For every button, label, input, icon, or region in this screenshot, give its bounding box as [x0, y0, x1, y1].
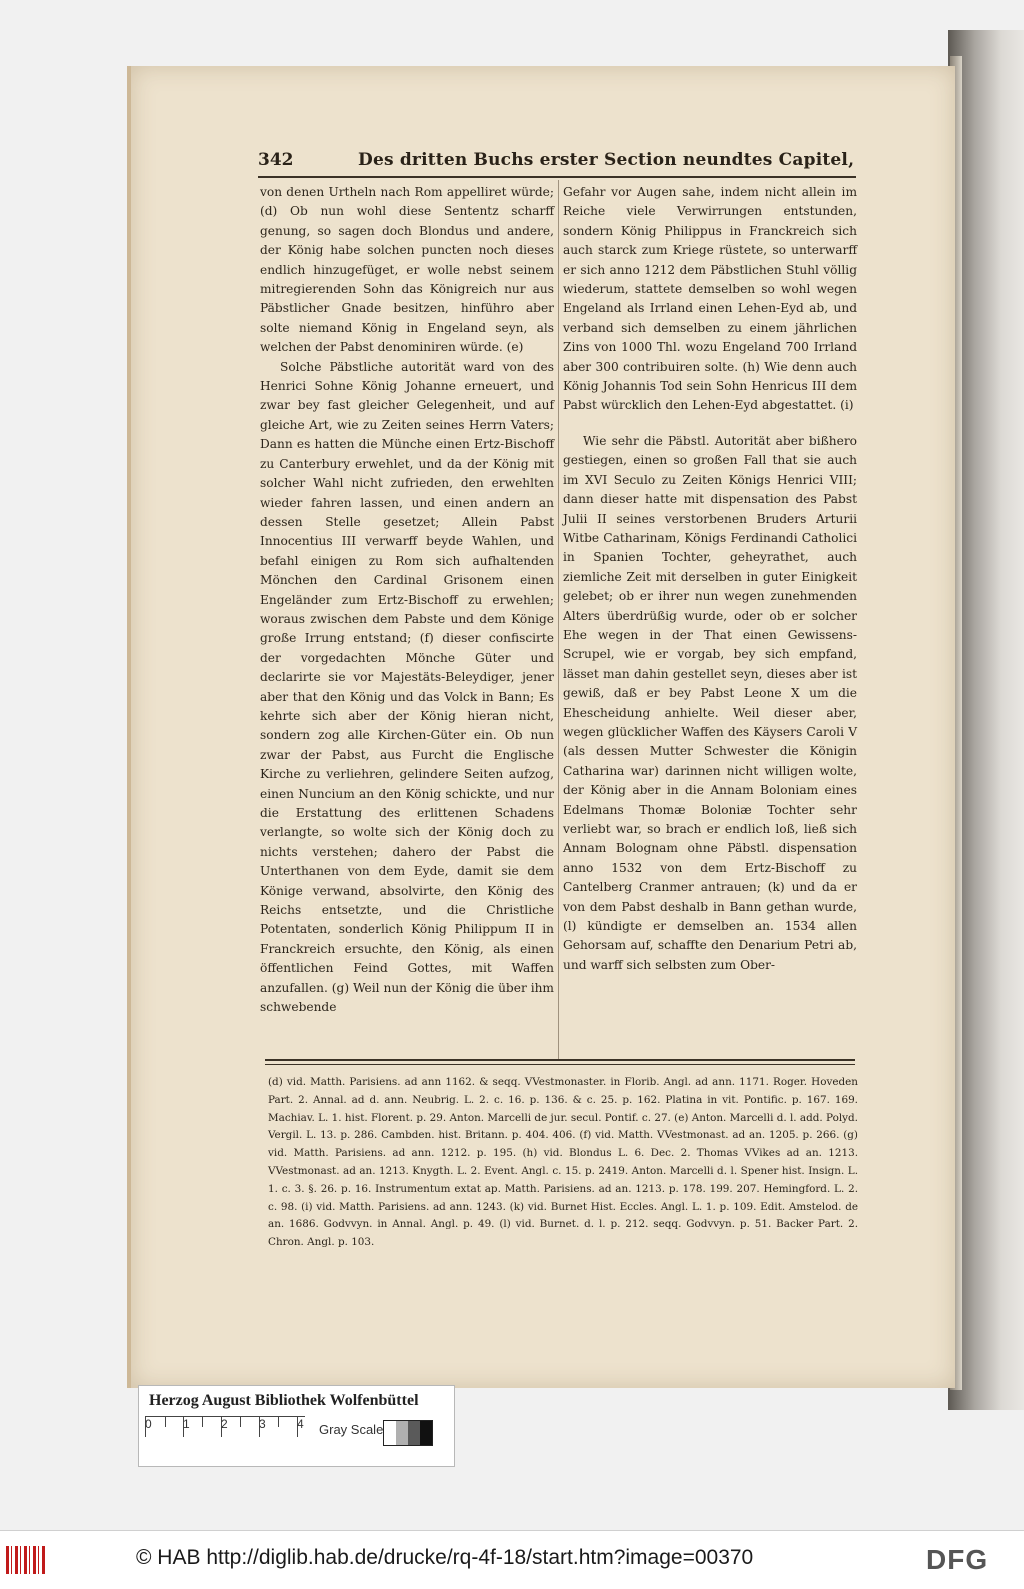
gray-scale-swatches [383, 1420, 433, 1446]
paragraph: Solche Päbstliche autorität ward von des Henrici Sohne König Johanne erneuert, und zwar bey fast gleicher Gelegenheit, und auf gleiche Art, wie zu Zeiten seines Herrn Vaters; Dann es hatten die Münche einen Ertz-Bischoff zu Canterbury erwehlet, und da der König mit solcher Wahl nicht zufrieden, den erwehlten wieder fahren lassen, und einen andern an dessen Stelle gesetzet; Allein Pabst Innocentius III verwarff beyde Wahlen, und befahl einigen zu Rom sich aufhaltenden Mönchen den Cardinal Grisonem einen Engeländer zum Ertz-Bischoff zu erwehlen; woraus zwischen dem Pabste und dem Könige große Irrung entstand; (f) dieser confiscirte der vorgedachten Mönche Güter und declarirte sie vor Majestäts-Beleydiger, jener aber that den König und das Volck in Bann; Es kehrte sich aber der König hieran nicht, sondern zog alle Kirchen-Güter ein. Ob nun zwar der Pabst, aus Furcht die Englische Kirche zu verliehren, gelindere Seiten aufzog, einen Nuncium an den König schickte, und nur die Erstattung des erlittenen Schadens verlangte, so wolte sich der König doch zu nichts verstehen; dahero der Pabst die Unterthanen von dem Eyde, damit sie dem Könige verwand, absolvirte, den König des Reichs entsetzte, und die Christliche Potentaten, sonderlich König Philippum II in Franckreich ersuchte, den König, als einen öffentlichen Feind Gottes, mit Waffen anzufallen. (g) Weil nun der König die über ihm schwebende [260, 359, 554, 1015]
source-url[interactable]: © HAB http://diglib.hab.de/drucke/rq-4f-18/start.htm?image=00370 [136, 1546, 754, 1569]
paragraph: von denen Urtheln nach Rom appelliret würde; (d) Ob nun wohl diese Sententz scharff genung, so sagen doch Blondus und andere, der König habe solchen puncten noch dieses endlich hinzugefüget, er wolle nebst seinem mitregierenden Sohn das Königreich nur aus Päbstlicher Gnade besitzen, hinführo aber solte niemand König in Engeland seyn, als welchen der Pabst denominiren würde. (e) [260, 185, 554, 355]
right-text-column [563, 183, 857, 975]
column-divider [558, 180, 559, 1060]
gray-swatch [408, 1421, 420, 1445]
footnotes [268, 1074, 858, 1252]
hab-logo-icon [6, 1546, 46, 1574]
ruler-tick [278, 1417, 279, 1427]
footnote-rule [265, 1059, 855, 1065]
gray-swatch [396, 1421, 408, 1445]
ruler-label: 1 [183, 1417, 190, 1431]
gray-swatch [420, 1421, 432, 1445]
ruler-tick [165, 1417, 166, 1427]
ruler-tick [240, 1417, 241, 1427]
gray-swatch [384, 1421, 396, 1445]
gray-scale-label: Gray Scale [319, 1422, 384, 1437]
paragraph: Wie sehr die Päbstl. Autorität aber bißhero gestiegen, einen so großen Fall that sie auch im XVI Seculo zu Zeiten Königs Henrici VIII; dann dieser hatte mit dispensation des Pabst Julii II seines verstorbenen Bruders Arturii Witbe Catharinam, Königs Ferdinandi Catholici in Spanien Tochter, geheyrathet, auch ziemliche Zeit mit derselben in guter Einigkeit gelebet; ob er ihrer nun wegen zunehmenden Alters überdrüßig wurde, oder ob er solcher Ehe wegen in der That einen Gewissens-Scrupel, wie er vorgab, bey sich empfand, lässet man dahin gestellet seyn, dieses aber ist gewiß, daß er bey Pabst Leone X um die Ehescheidung anhielte. Weil dieser aber, wegen glücklicher Waffen des Käysers Caroli V (als dessen Mutter Schwester die Königin Catharina war) darinnen nicht willigen wolte, der König aber in die Annam Boloniam eines Edelmans Thomæ Boloniæ Tochter sehr verliebt war, so brach er endlich loß, ließ sich Annam Bolognam ohne Päbstl. dispensation anno 1532 von dem Ertz-Bischoff zu Cantelberg Cranmer antrauen; (k) und da er von dem Pabst deshalb in Bann gethan wurde, (l) kündigte er demselben an. 1534 allen Gehorsam auf, schaffte den Denarium Petri ab, und warff sich selbsten zum Ober- [563, 433, 857, 972]
ruler-label: 4 [297, 1417, 304, 1431]
ruler-tick [202, 1417, 203, 1427]
running-header [258, 146, 858, 174]
running-title: Des dritten Buchs erster Section neundtes Capitel, [358, 150, 855, 170]
dfg-logo: DFG [926, 1544, 989, 1575]
ruler-label: 0 [145, 1417, 152, 1431]
ruler-label: 2 [221, 1417, 228, 1431]
page-number: 342 [258, 150, 294, 170]
footnote-text: (d) vid. Matth. Parisiens. ad ann 1162. & seqq. VVestmonaster. in Florib. Angl. ad ann. 1171. Roger. Hoveden Part. 2. Annal. ad d. ann. Neubrig. L. 2. c. 16. p. 136. & c. 25. p. 162. Platina in vit. Pontific. p. 167. 169. Machiav. L. 1. hist. Florent. p. 29. Anton. Marcelli de jur. secul. Pontif. c. 27. (e) Anton. Marcelli d. l. add. Polyd. Vergil. L. 13. p. 286. Cambden. hist. Britann. p. 404. 406. (f) vid. Matth. VVestmonast. ad an. 1205. p. 266. (g) vid. Matth. Parisiens. ad ann. 1212. p. 195. (h) vid. Blondus L. 6. Dec. 2. Thomas VVikes ad an. 1213. VVestmonast. ad an. 1213. Knygth. L. 2. Event. Angl. c. 15. p. 2419. Anton. Marcelli d. l. Spener hist. Insign. L. 1. c. 3. §. 26. p. 16. Instrumentum extat ap. Matth. Parisiens. ad an. 1213. p. 178. 199. 207. Hemingford. L. 2. c. 98. (i) vid. Matth. Parisiens. ad ann. 1243. (k) vid. Burnet Hist. Eccles. Angl. L. 1. p. 109. Edit. Amstelod. de an. 1686. Godvvyn. in Annal. Angl. p. 49. (l) vid. Burnet. d. l. p. 212. seqq. Godvvyn. p. 51. Backer Part. 2. Chron. Angl. p. 103. [268, 1076, 858, 1249]
library-name: Herzog August Bibliothek Wolfenbüttel [149, 1392, 419, 1409]
ruler-label: 3 [259, 1417, 266, 1431]
left-text-column [260, 183, 554, 1017]
paragraph: Gefahr vor Augen sahe, indem nicht allein im Reiche viele Verwirrungen entstunden, sondern König Philippus in Franckreich sich auch starck zum Kriege rüstete, so unterwarff er sich anno 1212 dem Päbstlichen Stuhl völlig wiederum, stattete demselben so wohl wegen Engeland als Irrland einen Lehen-Eyd ab, und verband sich demselben zu einem jährlichen Zins von 1000 Thl. wozu Engeland 700 Irrland aber 300 contribuiren solte. (h) Wie denn auch König Johannis Tod sein Sohn Henricus III dem Pabst würcklich den Lehen-Eyd abgestattet. (i) [563, 185, 857, 413]
scan-reference-card [138, 1385, 455, 1467]
header-rule [258, 176, 856, 178]
